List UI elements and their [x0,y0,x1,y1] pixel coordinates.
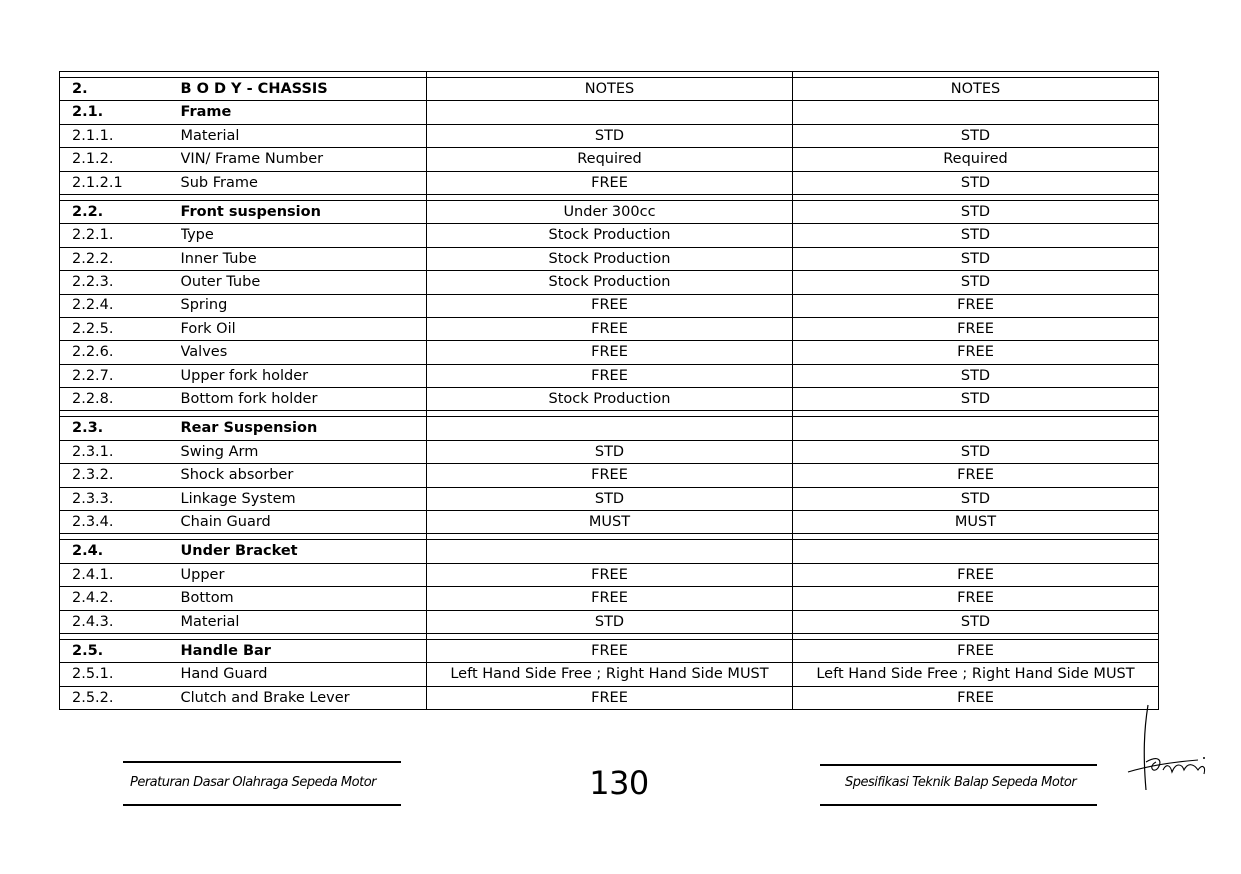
notes-col1-cell: FREE [427,686,793,709]
item-number-cell: 2.3.4. [60,511,181,534]
table-row [60,639,1159,662]
item-description-cell: Bottom [181,587,427,610]
notes-col1-cell: Stock Production [427,388,793,411]
item-number-cell: 2.2.6. [60,341,181,364]
table-row [60,540,1159,563]
item-number-cell: 2.4.1. [60,563,181,586]
table-row [60,224,1159,247]
footer-left-bottom-rule [123,804,401,806]
table-row [60,124,1159,147]
footer-left-title: Peraturan Dasar Olahraga Sepeda Motor [130,775,376,790]
item-number-cell: 2.1. [60,101,181,124]
item-description-cell: Bottom fork holder [181,388,427,411]
notes-col1-cell: Left Hand Side Free ; Right Hand Side MUST [427,663,793,686]
notes-col1-cell: Stock Production [427,247,793,270]
table-row [60,417,1159,440]
footer-right-title: Spesifikasi Teknik Balap Sepeda Motor [845,775,1077,790]
notes-col2-cell: STD [793,364,1159,387]
notes-col1-cell: FREE [427,341,793,364]
notes-col2-cell [793,101,1159,124]
table-row [60,587,1159,610]
item-number-cell: 2.2.5. [60,317,181,340]
table-row [60,563,1159,586]
item-description-cell: B O D Y - CHASSIS [181,78,427,101]
table-row [60,148,1159,171]
notes-col1-cell: FREE [427,171,793,194]
notes-col1-cell: FREE [427,563,793,586]
item-description-cell: Inner Tube [181,247,427,270]
notes-col2-cell: STD [793,171,1159,194]
table-row [60,663,1159,686]
item-description-cell: Fork Oil [181,317,427,340]
notes-col2-cell: NOTES [793,78,1159,101]
table-row [60,200,1159,223]
item-description-cell: Clutch and Brake Lever [181,686,427,709]
table-row [60,610,1159,633]
table-row [60,271,1159,294]
item-description-cell: Under Bracket [181,540,427,563]
chassis-spec-table [59,71,1159,710]
item-description-cell: Rear Suspension [181,417,427,440]
page-number: 130 [589,764,649,802]
notes-col1-cell [427,417,793,440]
item-description-cell: Handle Bar [181,639,427,662]
handwritten-signature [1118,700,1218,795]
notes-col2-cell: FREE [793,341,1159,364]
item-number-cell: 2.2.8. [60,388,181,411]
item-description-cell: Spring [181,294,427,317]
item-description-cell: Outer Tube [181,271,427,294]
item-number-cell: 2.2.3. [60,271,181,294]
item-number-cell: 2.3. [60,417,181,440]
table-row [60,388,1159,411]
item-description-cell: Valves [181,341,427,364]
item-number-cell: 2.2. [60,200,181,223]
notes-col1-cell: Required [427,148,793,171]
table-row [60,78,1159,101]
notes-col1-cell [427,101,793,124]
notes-col1-cell: Stock Production [427,271,793,294]
notes-col2-cell: FREE [793,464,1159,487]
notes-col2-cell: FREE [793,587,1159,610]
item-number-cell: 2. [60,78,181,101]
table-row [60,440,1159,463]
notes-col1-cell: Under 300cc [427,200,793,223]
notes-col2-cell: STD [793,440,1159,463]
notes-col2-cell: FREE [793,317,1159,340]
notes-col2-cell: STD [793,610,1159,633]
item-number-cell: 2.1.2. [60,148,181,171]
table-row [60,247,1159,270]
item-number-cell: 2.3.2. [60,464,181,487]
notes-col1-cell: STD [427,610,793,633]
footer-right-bottom-rule [820,804,1097,806]
notes-col1-cell: STD [427,124,793,147]
notes-col1-cell: NOTES [427,78,793,101]
notes-col1-cell: FREE [427,294,793,317]
notes-col2-cell: FREE [793,563,1159,586]
notes-col2-cell: FREE [793,639,1159,662]
item-number-cell: 2.1.1. [60,124,181,147]
item-description-cell: Swing Arm [181,440,427,463]
notes-col1-cell: STD [427,487,793,510]
notes-col2-cell: STD [793,247,1159,270]
item-number-cell: 2.5. [60,639,181,662]
notes-col1-cell: FREE [427,364,793,387]
notes-col2-cell: STD [793,200,1159,223]
footer-left-top-rule [123,761,401,763]
notes-col2-cell [793,540,1159,563]
item-description-cell: Frame [181,101,427,124]
table-row [60,341,1159,364]
item-number-cell: 2.2.1. [60,224,181,247]
table-row [60,294,1159,317]
table-row [60,101,1159,124]
item-description-cell: Shock absorber [181,464,427,487]
notes-col2-cell: MUST [793,511,1159,534]
item-description-cell: Front suspension [181,200,427,223]
notes-col1-cell: FREE [427,587,793,610]
item-number-cell: 2.4.2. [60,587,181,610]
notes-col2-cell: STD [793,124,1159,147]
item-number-cell: 2.3.3. [60,487,181,510]
item-number-cell: 2.2.2. [60,247,181,270]
table-row [60,317,1159,340]
notes-col1-cell: Stock Production [427,224,793,247]
notes-col2-cell: FREE [793,294,1159,317]
notes-col2-cell: Required [793,148,1159,171]
notes-col2-cell [793,417,1159,440]
notes-col2-cell: STD [793,271,1159,294]
item-number-cell: 2.5.2. [60,686,181,709]
item-description-cell: Material [181,124,427,147]
item-number-cell: 2.2.4. [60,294,181,317]
notes-col1-cell [427,540,793,563]
item-number-cell: 2.5.1. [60,663,181,686]
notes-col1-cell: FREE [427,464,793,487]
notes-col2-cell: STD [793,224,1159,247]
table-row [60,487,1159,510]
item-number-cell: 2.4. [60,540,181,563]
item-description-cell: Type [181,224,427,247]
item-description-cell: VIN/ Frame Number [181,148,427,171]
table-row [60,364,1159,387]
item-description-cell: Hand Guard [181,663,427,686]
notes-col1-cell: MUST [427,511,793,534]
footer-right-top-rule [820,764,1097,766]
item-number-cell: 2.2.7. [60,364,181,387]
notes-col1-cell: FREE [427,317,793,340]
item-number-cell: 2.3.1. [60,440,181,463]
item-description-cell: Upper [181,563,427,586]
notes-col2-cell: STD [793,388,1159,411]
item-number-cell: 2.1.2.1 [60,171,181,194]
item-description-cell: Material [181,610,427,633]
item-description-cell: Chain Guard [181,511,427,534]
notes-col2-cell: STD [793,487,1159,510]
notes-col1-cell: FREE [427,639,793,662]
item-description-cell: Sub Frame [181,171,427,194]
item-description-cell: Linkage System [181,487,427,510]
item-number-cell: 2.4.3. [60,610,181,633]
notes-col2-cell: Left Hand Side Free ; Right Hand Side MUST [793,663,1159,686]
table-row [60,171,1159,194]
notes-col2-cell: FREE [793,686,1159,709]
table-row [60,686,1159,709]
table-row [60,511,1159,534]
item-description-cell: Upper fork holder [181,364,427,387]
notes-col1-cell: STD [427,440,793,463]
table-row [60,464,1159,487]
